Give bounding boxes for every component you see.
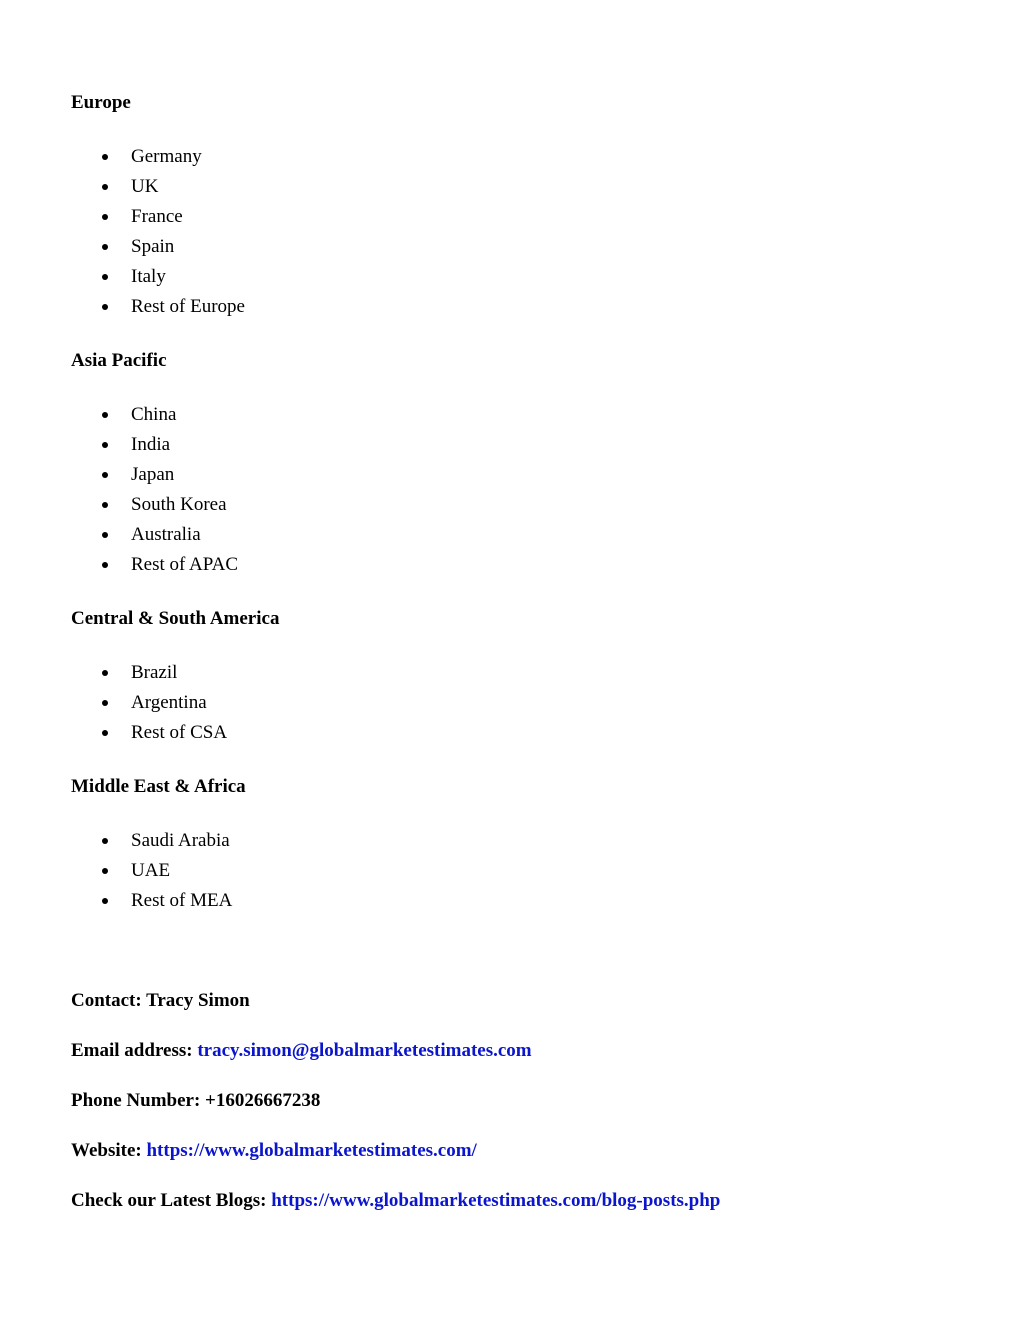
bullet-icon — [102, 838, 108, 844]
bullet-icon — [102, 304, 108, 310]
bullet-icon — [102, 412, 108, 418]
document-page: Europe Germany UK France Spain Italy Rest of Europe Asia Pacific China India Japan South Korea Australia Rest of APAC Central & South America Brazil Argentina Rest of CSA Middle East & Africa Saudi Arabia UAE Rest of MEA Contact: Tracy Simon Email address: tracy.simon@globalmarketestimates.com Phone Number: +16026667238 Website: https://www.globalmarketestimates.com/ Check our Latest Blogs: https://www.globalmarketestimates.com/blog-posts.php — [71, 92, 721, 1211]
contact-blogs-line — [71, 1189, 720, 1213]
bullet-icon — [102, 244, 108, 250]
section-heading-middle-east-africa: Middle East & Africa — [71, 776, 246, 797]
bullet-icon — [102, 184, 108, 190]
bullet-icon — [102, 670, 108, 676]
bullet-icon — [102, 532, 108, 538]
contact-email-line — [71, 1039, 532, 1063]
bullet-icon — [102, 562, 108, 568]
blogs-label: Check our Latest Blogs: — [71, 1190, 272, 1211]
bullet-icon — [102, 700, 108, 706]
bullet-icon — [102, 898, 108, 904]
bullet-icon — [102, 868, 108, 874]
section-heading-central-south-america: Central & South America — [71, 608, 280, 629]
bullet-icon — [102, 442, 108, 448]
section-heading-europe: Europe — [71, 92, 131, 113]
website-link[interactable]: https://www.globalmarketestimates.com/ — [146, 1140, 477, 1161]
contact-website-line — [71, 1139, 477, 1163]
bullet-icon — [102, 502, 108, 508]
contact-name: Contact: Tracy Simon — [71, 990, 250, 1011]
email-label: Email address: — [71, 1040, 198, 1061]
blogs-link[interactable]: https://www.globalmarketestimates.com/blog-posts.php — [271, 1190, 721, 1211]
email-link[interactable]: tracy.simon@globalmarketestimates.com — [197, 1040, 532, 1061]
bullet-icon — [102, 154, 108, 160]
website-label: Website: — [71, 1140, 147, 1161]
contact-phone: Phone Number: +16026667238 — [71, 1090, 321, 1111]
bullet-icon — [102, 214, 108, 220]
bullet-icon — [102, 730, 108, 736]
bullet-icon — [102, 472, 108, 478]
bullet-icon — [102, 274, 108, 280]
section-heading-asia-pacific: Asia Pacific — [71, 350, 167, 371]
